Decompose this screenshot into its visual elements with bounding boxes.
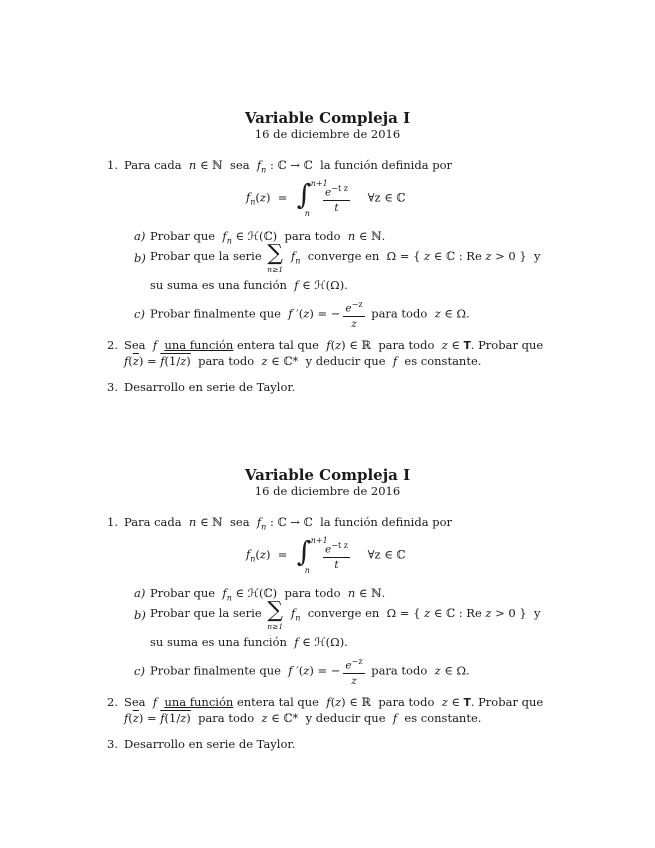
exam-sheet-2	[0, 462, 655, 762]
problem-2-line-1: Sea f una función entera tal que f(z) ∈ ℝ para todo z ∈ T. Probar que	[124, 695, 544, 709]
exam-date: 16 de diciembre de 2016	[254, 484, 401, 498]
problem-3-text: Desarrollo en serie de Taylor.	[124, 380, 296, 394]
item-b-label: b)	[134, 251, 146, 265]
item-a-text: Probar que $f_n$ ∈ ℋ(ℂ) para todo n ∈ ℕ.	[150, 229, 386, 246]
item-a-label: a)	[134, 229, 146, 243]
problem-2-line-1: Sea f una función entera tal que f(z) ∈ ℝ para todo z ∈ T. Probar que	[124, 338, 544, 352]
item-a-label: a)	[134, 586, 146, 600]
item-c-label: c)	[134, 307, 145, 321]
exam-title: Variable Compleja I	[244, 109, 411, 127]
item-b-text: Probar que la serie ∑ n≥1 $f_n$ converge en Ω = { z ∈ ℂ : Re z > 0 } y	[150, 241, 541, 274]
item-b-cont: su suma es una función f ∈ ℋ(Ω).	[150, 278, 348, 292]
problem-1-statement: Para cada n ∈ ℕ sea $f_n$ : ℂ → ℂ la función definida por	[124, 515, 453, 532]
problem-2-number: 2.	[107, 695, 118, 709]
exam-sheet-1	[0, 105, 655, 405]
problem-3-text: Desarrollo en serie de Taylor.	[124, 737, 296, 751]
item-a-text: Probar que $f_n$ ∈ ℋ(ℂ) para todo n ∈ ℕ.	[150, 586, 386, 603]
problem-3-number: 3.	[107, 737, 118, 751]
problem-2-line-2: $f(\overline{z}) = f(1/z)$ para todo z ∈ ℂ* y deducir que f es constante.	[124, 711, 482, 725]
exam-title: Variable Compleja I	[244, 466, 411, 484]
problem-1-number: 1.	[107, 158, 118, 172]
problem-2-number: 2.	[107, 338, 118, 352]
item-c-label: c)	[134, 664, 145, 678]
problem-1-statement: Para cada n ∈ ℕ sea $f_n$ : ℂ → ℂ la función definida por	[124, 158, 453, 175]
problem-1-number: 1.	[107, 515, 118, 529]
problem-1-formula: $f_n(z)$ = ∫ n+1 n $\frac{e^{-t z}}{t}$ ∀z ∈ ℂ	[246, 178, 406, 219]
item-b-text: Probar que la serie ∑ n≥1 $f_n$ converge en Ω = { z ∈ ℂ : Re z > 0 } y	[150, 598, 541, 631]
problem-3-number: 3.	[107, 380, 118, 394]
item-b-cont: su suma es una función f ∈ ℋ(Ω).	[150, 635, 348, 649]
item-c-text: Probar finalmente que f ′(z) = − $\frac{e^{-z}}{z}$ para todo z ∈ Ω.	[150, 657, 470, 687]
problem-2-line-2: $f(\overline{z}) = f(1/z)$ para todo z ∈ ℂ* y deducir que f es constante.	[124, 354, 482, 368]
item-b-label: b)	[134, 608, 146, 622]
problem-1-formula: $f_n(z)$ = ∫ n+1 n $\frac{e^{-t z}}{t}$ ∀z ∈ ℂ	[246, 535, 406, 576]
item-c-text: Probar finalmente que f ′(z) = − $\frac{e^{-z}}{z}$ para todo z ∈ Ω.	[150, 300, 470, 330]
exam-date: 16 de diciembre de 2016	[254, 127, 401, 141]
